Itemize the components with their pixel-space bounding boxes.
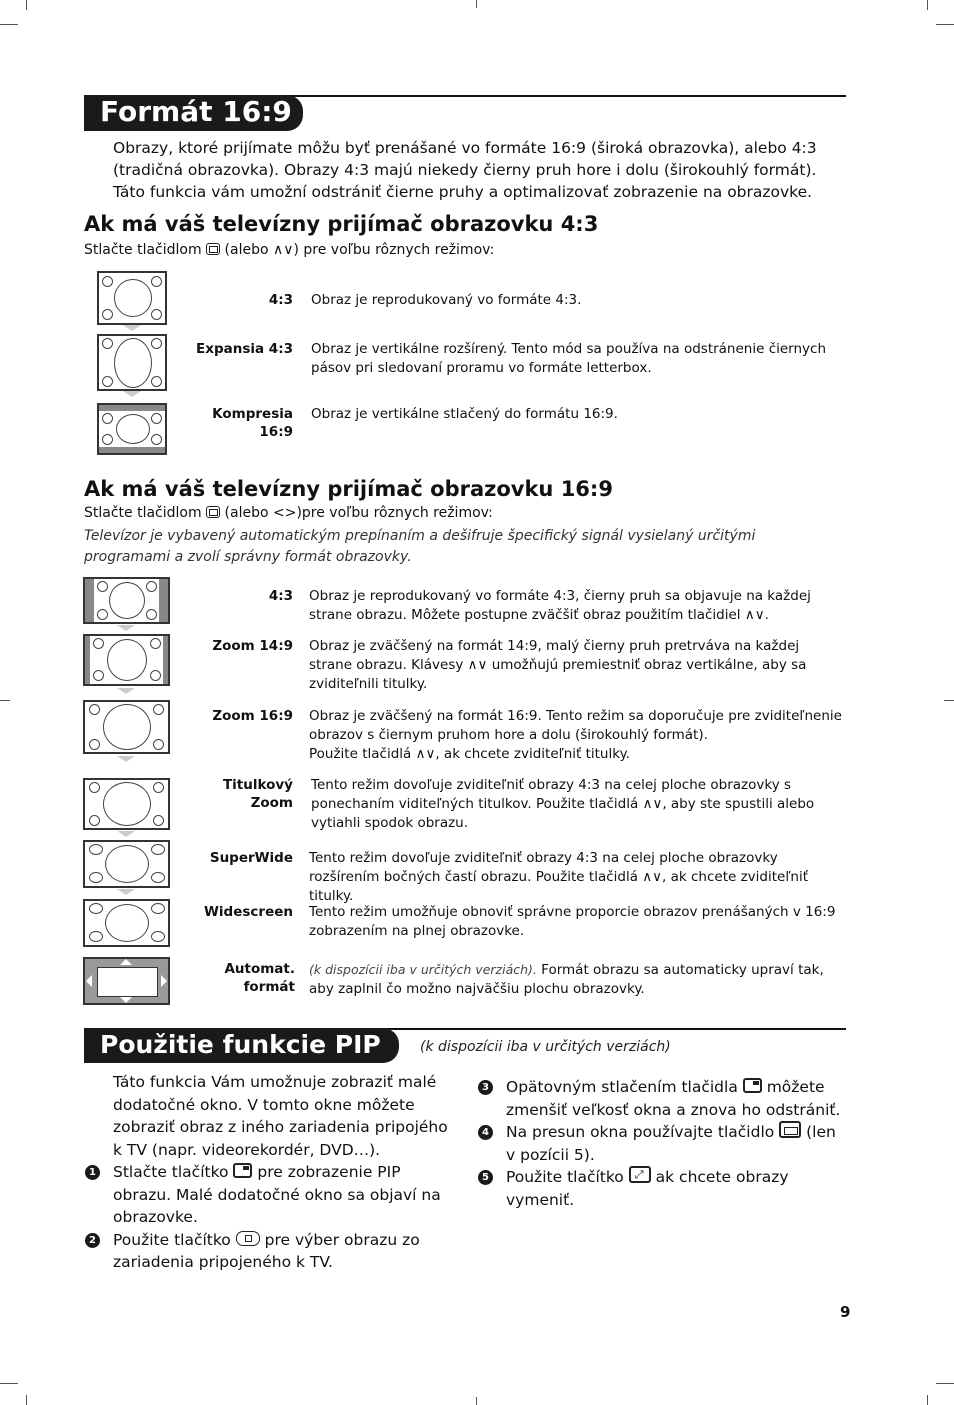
arrow-down-icon [117,625,135,631]
mode-desc: Obraz je reprodukovaný vo formáte 4:3. [311,292,582,308]
screen-zoom149-image [83,634,170,686]
mode-desc-line: Použite tlačidlá ∧∨, ak chcete zviditeľniť titulky. [309,746,630,762]
arrow-down-icon [123,325,141,331]
screen-169-43-image [83,577,170,624]
screen-subtitle-zoom-image [83,778,170,830]
crop-mark [476,0,477,8]
mode-desc: Tento režim dovoľuje zviditeľniť obrazy 4:3 na celej ploche obrazovky rozšírením bočných častí obrazu. Použite tlačidlá ∧∨, ak chcete zviditeľniť titulky. [309,850,809,904]
crop-mark [927,1395,928,1405]
format-button-icon [206,506,220,518]
crop-mark [0,700,10,701]
crop-mark [0,24,18,25]
pip-title: Použitie funkcie PIP [84,1028,399,1063]
mode-label: Kompresia 16:9 [212,406,293,440]
crop-mark [26,0,27,10]
mode-desc [309,960,841,999]
arrow-down-icon [117,688,135,694]
mode-label: Zoom 16:9 [212,708,293,724]
mode-label: Widescreen [204,904,293,920]
mode-desc: Obraz je vertikálne stlačený do formátu 16:9. [311,406,618,422]
pip-button-icon [233,1163,252,1178]
pip-step: 3 Opätovným stlačením tlačidla môžete zmenšiť veľkosť okna a znova ho odstrániť. [478,1076,848,1121]
swap-button-icon: ⤢ [629,1166,651,1183]
mode-desc: Obraz je zväčšený na formát 14:9, malý čierny pruh pretrváva na každej strane obrazu. Klávesy ∧∨ umožňujú premiestniť obraz vertikálne, aby sa zviditeľnili titulky. [309,638,807,692]
step-number: 1 [85,1165,100,1180]
format-button-icon [206,243,220,255]
arrow-down-icon [117,889,135,895]
crop-mark [936,24,954,25]
pip-left-column [85,1071,457,1274]
instruction-169: Stlačte tlačidlom (alebo <>)pre voľbu rôznych režimov: [84,505,493,521]
screen-widescreen-image [83,899,170,947]
pip-right-column [478,1076,848,1211]
crop-mark [936,1383,954,1384]
mode-desc: Obraz je vertikálne rozšírený. Tento mód sa používa na odstránenie čiernych pásov pri sledovaní proramu vo formáte letterbox. [311,341,827,376]
screen-zoom169-image [83,700,170,754]
step-number: 4 [478,1125,493,1140]
screen-auto-format-image [83,957,170,1005]
format-title: Formát 16:9 [84,95,303,131]
pip-intro: Táto funkcia Vám umožnuje zobraziť malé dodatočné okno. V tomto okne môžete zobraziť obraz z iného zariadenia pripojého k TV (napr. videorekordér, DVD…). [113,1073,448,1159]
auto-format-note: Televízor je vybavený automatickým prepínaním a dešifruje špecifický signál vysielaný určitými programami a zvolí správny formát obrazovky. [84,528,756,565]
heading-169: Ak má váš televízny prijímač obrazovku 16:9 [84,477,613,501]
pip-availability: (k dispozícii iba v určitých verziách) [420,1039,671,1055]
pip-button-icon [743,1078,762,1093]
pip-step: 1 Stlačte tlačítko pre zobrazenie PIP obrazu. Malé dodatočné okno sa objaví na obrazovke. [85,1161,457,1229]
format-intro: Obrazy, ktoré prijímate môžu byť prenášané vo formáte 16:9 (široká obrazovka), alebo 4:3 (tradičná obrazovka). Obrazy 4:3 majú niekedy čierny pruh hore i dolu (širokouhlý formát). Táto funkcia vám umožní odstrániť čierne pruhy a optimalizovať zobrazenie na obrazovke. [113,139,817,201]
mode-desc-text: Formát obrazu sa automaticky upraví tak, aby zaplnil čo možno najväčšiu plochu obrazovky. [309,962,824,997]
heading-43: Ak má váš televízny prijímač obrazovku 4:3 [84,212,599,236]
mode-desc-line: Obraz je zväčšený na formát 16:9. Tento režim sa doporučuje pre zviditeľnenie obrazov s čiernym pruhom hore a dolu (širokouhlý formát). [309,708,842,743]
mode-desc: Obraz je reprodukovaný vo formáte 4:3, čierny pruh sa objavuje na každej strane obrazu. Môžete postupne zväčšiť obraz použitím tlačidiel ∧∨. [309,588,811,623]
step-number: 5 [478,1170,493,1185]
arrow-down-icon [123,391,141,397]
mode-desc [309,707,843,764]
source-button-icon [236,1231,260,1246]
crop-mark [927,0,928,10]
crop-mark [476,1397,477,1405]
mode-label: 4:3 [268,292,293,308]
mode-label: Expansia 4:3 [196,341,293,357]
screen-43-image [97,271,167,325]
pip-position-button-icon [779,1121,801,1138]
pip-step: 5 Použite tlačítko ⤢ ak chcete obrazy vymeniť. [478,1166,848,1211]
mode-label: 4:3 [268,588,293,604]
mode-label: SuperWide [209,850,293,866]
page-number: 9 [840,1303,851,1321]
availability-note: (k dispozícii iba v určitých verziách). [309,962,537,977]
arrow-down-icon [117,756,135,762]
pip-step: 4 Na presun okna používajte tlačidlo (len v pozícii 5). [478,1121,848,1166]
pip-step: 2 Použite tlačítko pre výber obrazu zo zariadenia pripojeného k TV. [85,1229,457,1274]
screen-superwide-image [83,840,170,888]
screen-kompresia-image [97,403,167,455]
arrow-down-icon [117,831,135,837]
mode-label: Zoom 14:9 [212,638,293,654]
screen-expansia-image [97,334,167,391]
mode-label: Automat. formát [224,961,295,995]
mode-desc: Tento režim dovoľuje zviditeľniť obrazy 4:3 na celej ploche obrazovky s ponechaním viditeľných titulkov. Použite tlačidlá ∧∨, aby ste spustili alebo vytiahli spodok obrazu. [311,777,815,831]
step-number: 2 [85,1233,100,1248]
mode-label: Titulkový Zoom [222,777,293,811]
crop-mark [944,700,954,701]
instruction-43: Stlačte tlačidlom (alebo ∧∨) pre voľbu rôznych režimov: [84,242,495,258]
mode-desc: Tento režim umožňuje obnoviť správne proporcie obrazov prenášaných v 16:9 zobrazením na plnej obrazovke. [309,904,836,939]
step-number: 3 [478,1080,493,1095]
crop-mark [26,1395,27,1405]
crop-mark [0,1383,18,1384]
